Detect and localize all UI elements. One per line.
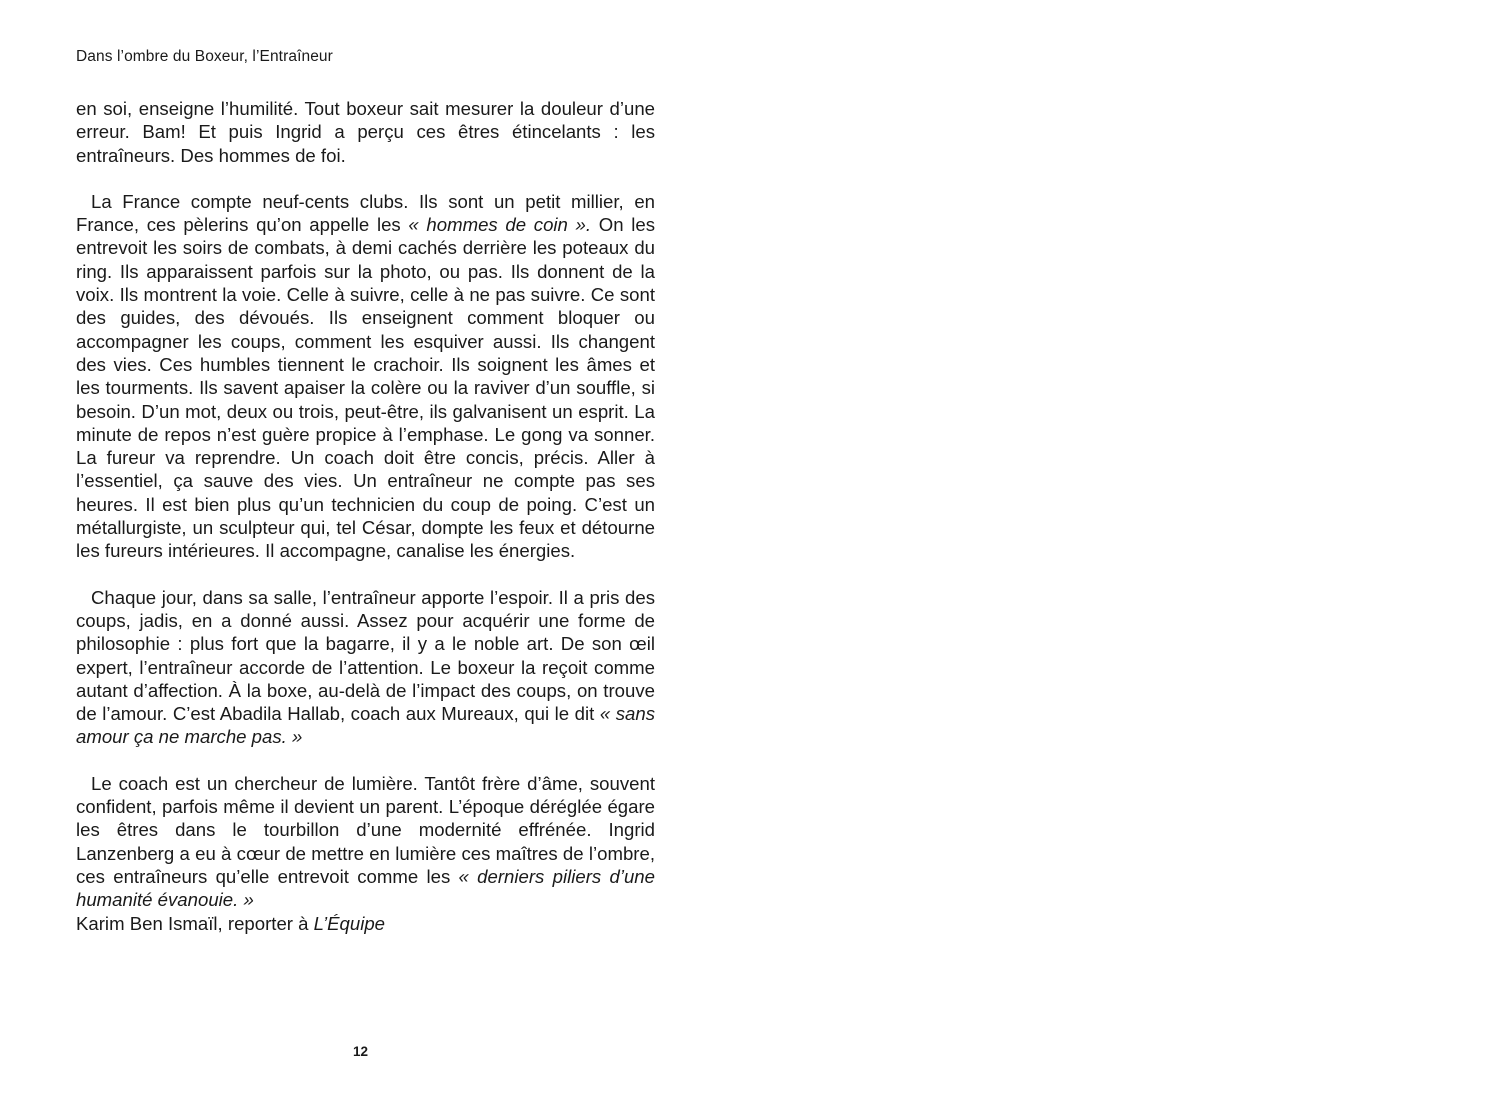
page-number: 12 — [353, 1044, 369, 1059]
paragraph-2: La France compte neuf-cents clubs. Ils sont un petit millier, en France, ces pèlerins qu’on appelle les « hommes de coin ». On les entrevoit les soirs de combats, à demi cachés derrière les poteaux du ring. Ils apparaissent parfois sur la photo, ou pas. Ils donnent de la voix. Ils montrent la voie. Celle à suivre, celle à ne pas suivre. Ce sont des guides, des dévoués. Ils enseignent comment bloquer ou accompagner les coups, comment les esquiver aussi. Ils changent des vies. Ces humbles tiennent le crachoir. Ils soignent les âmes et les tourments. Ils savent apaiser la colère ou la raviver d’un souffle, si besoin. D’un mot, deux ou trois, peut-être, ils galvanisent un esprit. La minute de repos n’est guère propice à l’emphase. Le gong va sonner. La fureur va reprendre. Un coach doit être concis, précis. Aller à l’essentiel, ça sauve des vies. Un entraîneur ne compte pas ses heures. Il est bien plus qu’un technicien du coup de poing. C’est un métallurgiste, un sculpteur qui, tel César, dompte les feux et détourne les fureurs intérieures. Il accompagne, canalise les énergies. — [76, 190, 656, 562]
paragraph-1: en soi, enseigne l’humilité. Tout boxeur sait mesurer la douleur d’une erreur. Bam! Et puis Ingrid a perçu ces êtres étincelants : les entraîneurs. Des hommes de foi. — [76, 98, 655, 166]
quote-sans-amour: « sans amour ça ne marche pas. » — [76, 703, 655, 748]
publication-name: L’Équipe — [313, 912, 386, 934]
running-header: Dans l’ombre du Boxeur, l’Entraîneur — [76, 48, 333, 65]
paragraph-4: Le coach est un chercheur de lumière. Tantôt frère d’âme, souvent confident, parfois même il devient un parent. L’époque déréglée égare les êtres dans le tourbillon d’une modernité effrénée. Ingrid Lanzenberg a eu à cœur de mettre en lumière ces maîtres de l’ombre, ces entraîneurs qu’elle entrevoit comme les « derniers piliers d’une humanité évanouie. » — [76, 772, 655, 911]
quote-hommes-de-coin: « hommes de coin ». — [408, 214, 592, 236]
quote-derniers-piliers: « derniers piliers d’une humanité évanouie. » — [76, 865, 655, 911]
author-signature: Karim Ben Ismaïl, reporter à L’Équipe — [76, 912, 386, 934]
body-text — [76, 97, 655, 935]
paragraph-3: Chaque jour, dans sa salle, l’entraîneur apporte l’espoir. Il a pris des coups, jadis, en a donné aussi. Assez pour acquérir une forme de philosophie : plus fort que la bagarre, il y a le noble art. De son œil expert, l’entraîneur accorde de l’attention. Le boxeur la reçoit comme autant d’affection. À la boxe, au-delà de l’impact des coups, on trouve de l’amour. C’est Abadila Hallab, coach aux Mureaux, qui le dit « sans amour ça ne marche pas. » — [76, 586, 655, 748]
